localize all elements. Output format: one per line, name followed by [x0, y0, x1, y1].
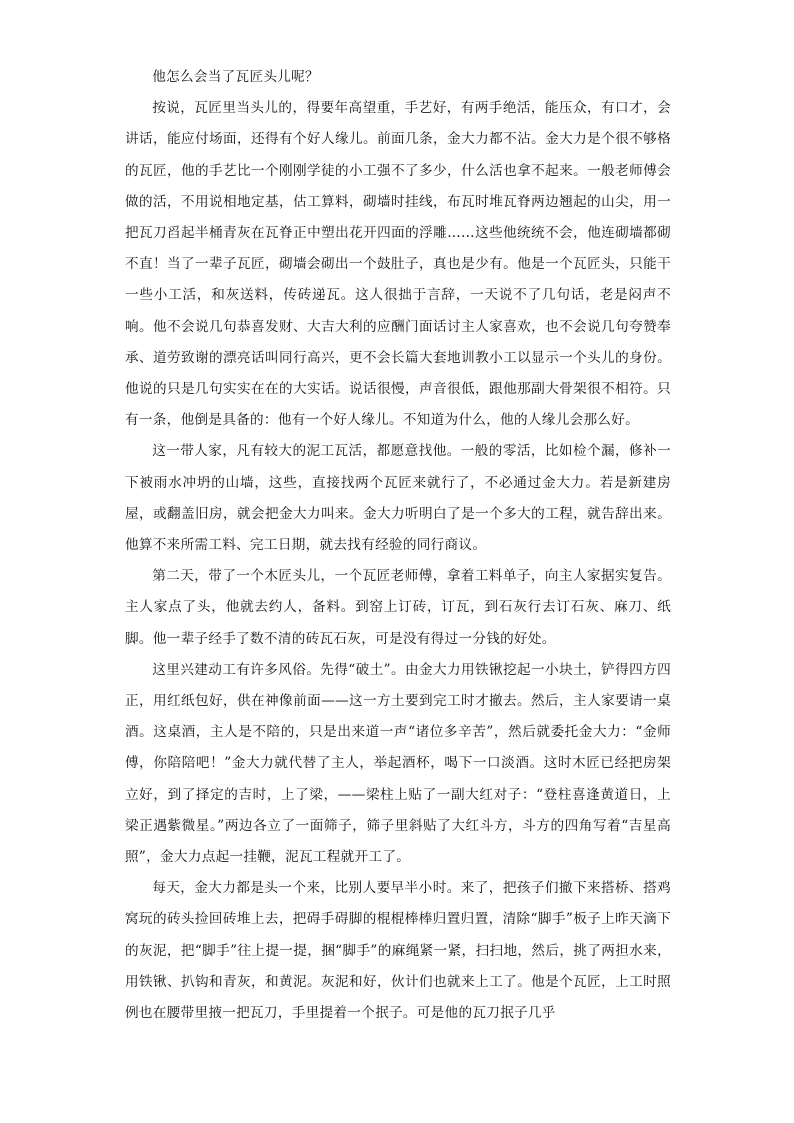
- paragraph-2: 按说，瓦匠里当头儿的，得要年高望重，手艺好，有两手绝活，能压众，有口才，会讲话，能应付场面，还得有个好人缘儿。前面几条，金大力都不沾。金大力是个很不够格的瓦匠，他的手艺比一个刚刚学徒的小工强不了多少，什么活也拿不起来。一般老师傅会做的活，不用说相地定基，估工算料，砌墙时挂线，布瓦时堆瓦脊两边翘起的山尖，用一把瓦刀舀起半桶青灰在瓦脊正中塑出花开四面的浮雕……这些他统统不会，他连砌墙都砌不直！当了一辈子瓦匠，砌墙会砌出一个鼓肚子，真也是少有。他是一个瓦匠头，只能干一些小工活，和灰送料，传砖递瓦。这人很拙于言辞，一天说不了几句话，老是闷声不响。他不会说几句恭喜发财、大吉大利的应酬门面话讨主人家喜欢，也不会说几句夸赞奉承、道劳致谢的漂亮话叫同行高兴，更不会长篇大套地训教小工以显示一个头儿的身份。他说的只是几句实实在在的大实话。说话很慢，声音很低，跟他那副大骨架很不相符。只有一条，他倒是具备的：他有一个好人缘儿。不知道为什么，他的人缘儿会那么好。: [125, 100, 671, 429]
- document-body: [125, 62, 671, 1029]
- paragraph-6: 每天，金大力都是头一个来，比别人要早半小时。来了，把孩子们撤下来搭桥、搭鸡窝玩的砖头捡回砖堆上去，把碍手碍脚的棍棍棒棒归置归置，清除“脚手”板子上昨天滴下的灰泥，把“脚手”往上提一提，捆“脚手”的麻绳紧一紧，扫扫地，然后，挑了两担水来，用铁锹、扒钩和青灰，和黄泥。灰泥和好，伙计们也就来上工了。他是个瓦匠，上工时照例也在腰带里掖一把瓦刀，手里提着一个抿子。可是他的瓦刀抿子几乎: [125, 880, 671, 1022]
- paragraph-5: 这里兴建动工有许多风俗。先得“破土”。由金大力用铁锹挖起一小块土，铲得四方四正，用红纸包好，供在神像前面——这一方土要到完工时才撤去。然后，主人家要请一桌酒。这桌酒，主人是不陪的，只是出来道一声“诸位多辛苦”，然后就委托金大力：“金师傅，你陪陪吧！”金大力就代替了主人，举起酒杯，喝下一口淡酒。这时木匠已经把房架立好，到了择定的吉时，上了梁，——梁柱上贴了一副大红对子：“登柱喜逢黄道日，上梁正遇紫微星。”两边各立了一面筛子，筛子里斜贴了大红斗方，斗方的四角写着“吉星高照”，金大力点起一挂鞭，泥瓦工程就开工了。: [125, 661, 671, 866]
- paragraph-3: 这一带人家，凡有较大的泥工瓦活，都愿意找他。一般的零活，比如检个漏，修补一下被雨水冲坍的山墙，这些，直接找两个瓦匠来就行了，不必通过金大力。若是新建房屋，或翻盖旧房，就会把金大力叫来。金大力听明白了是一个多大的工程，就告辞出来。他算不来所需工料、完工日期，就去找有经验的同行商议。: [125, 443, 671, 554]
- paragraph-4: 第二天，带了一个木匠头儿，一个瓦匠老师傅，拿着工料单子，向主人家据实复告。主人家点了头，他就去约人，备料。到窑上订砖，订瓦，到石灰行去订石灰、麻刀、纸脚。他一辈子经手了数不清的砖瓦石灰，可是没有得过一分钱的好处。: [125, 568, 671, 647]
- paragraph-1: 他怎么会当了瓦匠头儿呢？: [152, 69, 319, 85]
